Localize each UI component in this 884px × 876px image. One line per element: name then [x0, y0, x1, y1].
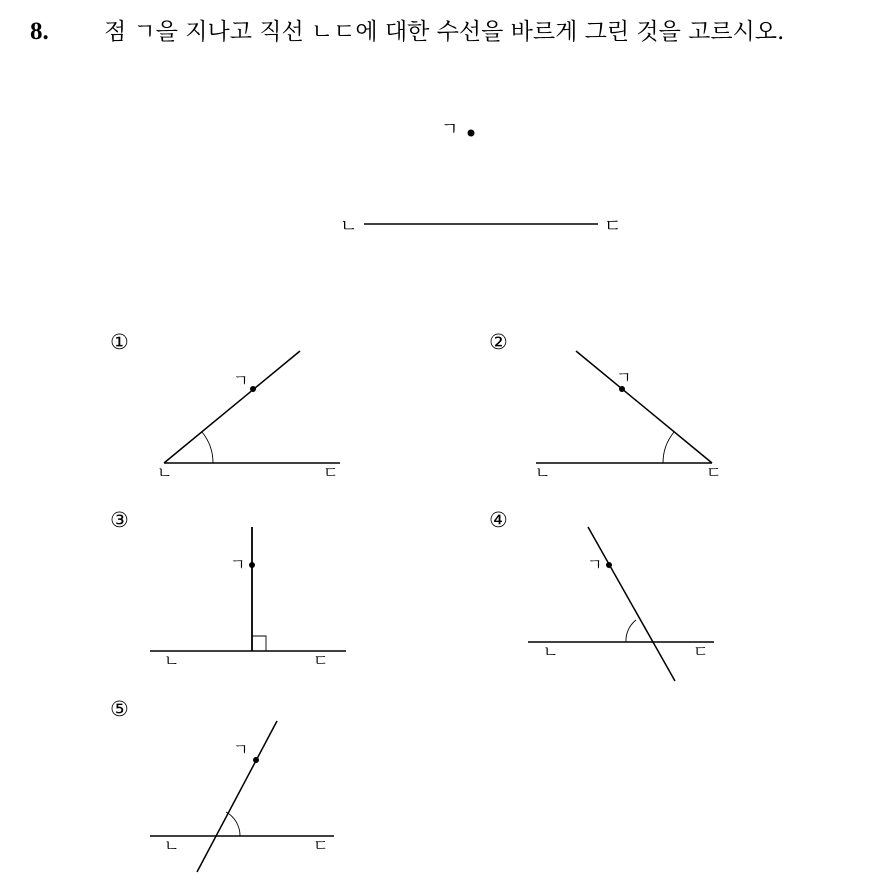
choice-4-point-label: ㄱ	[587, 555, 603, 574]
choice-5-start-label: ㄴ	[164, 836, 180, 855]
choice-3-start-label: ㄴ	[164, 651, 180, 670]
choice-1-angle-arc	[202, 432, 213, 463]
choice-2-start-label: ㄴ	[535, 463, 551, 482]
choice-4-start-label: ㄴ	[543, 642, 559, 661]
choice-4-number: ④	[489, 508, 508, 532]
choice-1-number: ①	[110, 330, 129, 354]
choice-2-end-label: ㄷ	[706, 463, 722, 482]
choice-1-point-label: ㄱ	[233, 371, 249, 390]
choice-5-point-dot	[253, 757, 259, 763]
choice-4-point-dot	[606, 562, 612, 568]
choice-3-right-angle-mark	[252, 636, 266, 651]
choice-1-point-dot	[250, 386, 256, 392]
choice-2-number: ②	[489, 330, 508, 354]
choice-3-point-dot	[249, 562, 255, 568]
choice-2-slanted-line	[576, 351, 712, 463]
choice-2[interactable]	[489, 330, 721, 482]
given-point-label: ㄱ	[441, 119, 459, 140]
choice-4[interactable]	[489, 508, 714, 681]
choice-1-slanted-line	[164, 351, 300, 463]
given-figure	[340, 119, 621, 237]
choice-1-end-label: ㄷ	[323, 463, 339, 482]
given-point-dot	[468, 130, 475, 137]
given-line-start-label: ㄴ	[340, 216, 358, 237]
choice-3-end-label: ㄷ	[313, 651, 329, 670]
choice-1-start-label: ㄴ	[157, 463, 173, 482]
choice-3-number: ③	[110, 508, 129, 532]
choice-3[interactable]	[110, 508, 346, 670]
choice-5[interactable]	[110, 697, 334, 872]
choice-5-angle-arc	[226, 812, 240, 836]
choice-5-end-label: ㄷ	[313, 836, 329, 855]
choice-4-slanted-line	[588, 527, 675, 681]
choice-5-number: ⑤	[110, 697, 129, 721]
question-number: 8.	[30, 18, 49, 45]
given-line-end-label: ㄷ	[604, 216, 622, 237]
choice-2-angle-arc	[663, 432, 674, 463]
choice-4-angle-arc	[626, 620, 636, 642]
choice-2-point-label: ㄱ	[616, 368, 632, 387]
choice-3-point-label: ㄱ	[230, 555, 246, 574]
choice-5-point-label: ㄱ	[233, 740, 249, 759]
question-text: 점 ㄱ을 지나고 직선 ㄴㄷ에 대한 수선을 바르게 그린 것을 고르시오.	[104, 19, 785, 45]
choice-4-end-label: ㄷ	[693, 642, 709, 661]
choice-1[interactable]	[110, 330, 340, 482]
